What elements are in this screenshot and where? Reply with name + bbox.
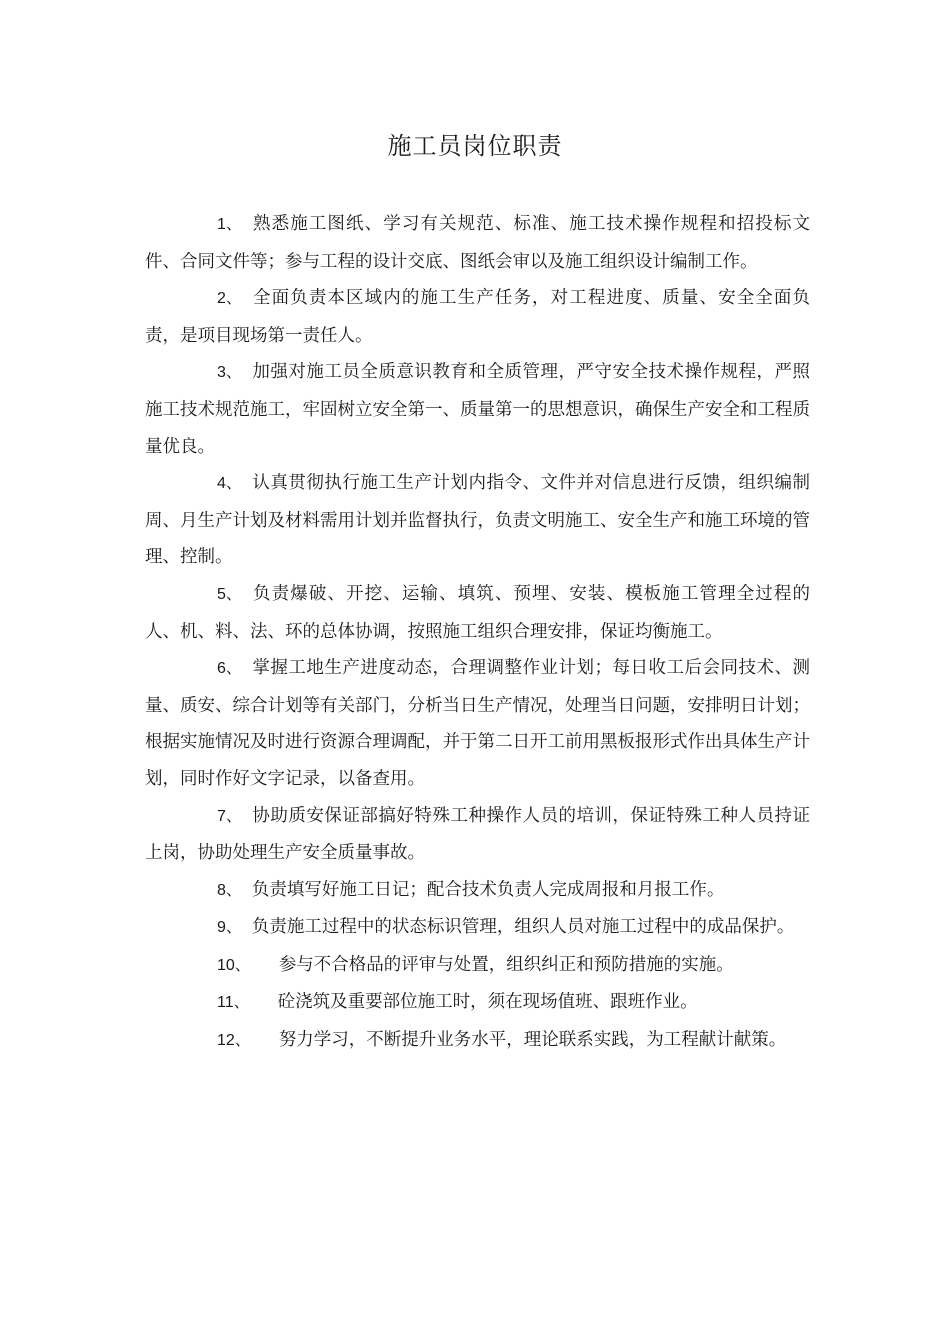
list-item — [145, 650, 810, 797]
item-text: 砼浇筑及重要部位施工时，须在现场值班、跟班作业。 — [277, 992, 698, 1013]
item-text: 负责爆破、开挖、运输、填筑、预埋、安装、模板施工管理全过程的人、机、料、法、环的总体协调，按照施工组织合理安排，保证均衡施工。 — [145, 583, 810, 642]
list-item — [145, 798, 810, 872]
list-item — [145, 576, 810, 650]
item-number: 6、 — [217, 660, 242, 678]
item-text: 熟悉施工图纸、学习有关规范、标准、施工技术操作规程和招投标文件、合同文件等；参与工程的设计交底、图纸会审以及施工组织设计编制工作。 — [145, 214, 810, 272]
item-number: 5、 — [217, 585, 242, 603]
item-text: 负责填写好施工日记；配合技术负责人完成周报和月报工作。 — [251, 879, 725, 900]
item-text: 认真贯彻执行施工生产计划内指令、文件并对信息进行反馈，组织编制周、月生产计划及材料需用计划并监督执行，负责文明施工、安全生产和施工环境的管理、控制。 — [145, 473, 810, 568]
item-number: 12、 — [217, 1032, 251, 1050]
item-text: 努力学习，不断提升业务水平，理论联系实践，为工程献计献策。 — [278, 1030, 787, 1051]
item-text: 掌握工地生产进度动态，合理调整作业计划；每日收工后会同技术、测量、质安、综合计划等有关部门，分析当日生产情况，处理当日问题，安排明日计划；根据实施情况及时进行资源合理调配，并于第二日开工前用黑板报形式作出具体生产计划，同时作好文字记录，以备查用。 — [145, 658, 810, 789]
item-text: 参与不合格品的评审与处置，组织纠正和预防措施的实施。 — [278, 954, 734, 975]
item-text: 加强对施工员全质意识教育和全质管理，严守安全技术操作规程，严照施工技术规范施工，牢固树立安全第一、质量第一的思想意识，确保生产安全和工程质量优良。 — [145, 362, 810, 457]
item-number: 7、 — [217, 807, 242, 825]
item-text: 负责施工过程中的状态标识管理，组织人员对施工过程中的成品保护。 — [251, 917, 795, 938]
list-item — [145, 1022, 810, 1060]
item-number: 2、 — [217, 290, 242, 308]
page-title: 施工员岗位职责 — [387, 132, 563, 160]
list-item — [145, 206, 810, 280]
item-number: 10、 — [217, 956, 251, 974]
item-number: 11、 — [217, 994, 250, 1012]
list-item — [145, 947, 810, 985]
list-item — [145, 280, 810, 354]
list-item — [145, 354, 810, 465]
item-number: 1、 — [217, 216, 242, 233]
duty-list — [145, 206, 810, 1060]
item-number: 4、 — [217, 475, 242, 493]
item-number: 3、 — [217, 364, 242, 382]
item-number: 8、 — [217, 881, 242, 899]
list-item — [145, 872, 810, 910]
list-item — [145, 984, 810, 1022]
item-text: 协助质安保证部搞好特殊工种操作人员的培训，保证特殊工种人员持证上岗，协助处理生产安全质量事故。 — [145, 805, 810, 864]
item-text: 全面负责本区域内的施工生产任务，对工程进度、质量、安全全面负责，是项目现场第一责任人。 — [145, 288, 810, 346]
item-number: 9、 — [217, 919, 242, 937]
list-item — [145, 909, 810, 947]
list-item — [145, 465, 810, 576]
